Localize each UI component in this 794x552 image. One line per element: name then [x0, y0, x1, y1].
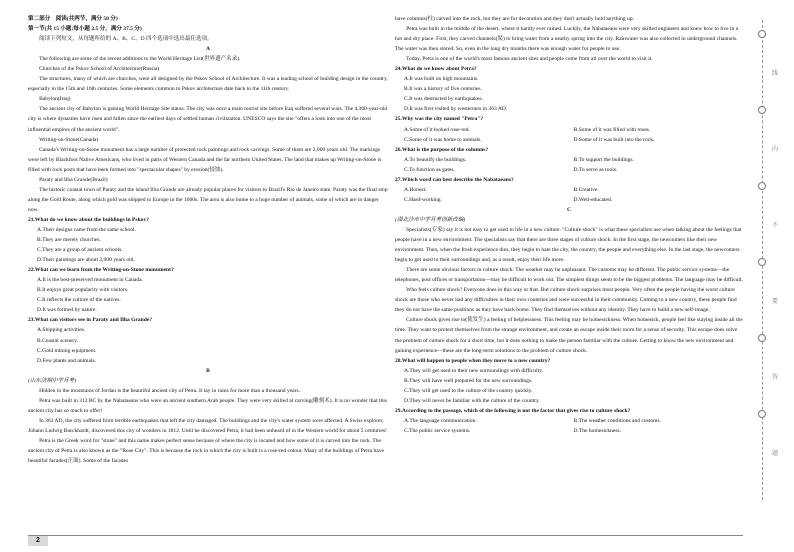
question-stem: 24.What do we know about Petra?: [395, 66, 477, 73]
source-note: (湖北沙市中学月考创新改编): [395, 216, 466, 223]
passage-label: C: [566, 206, 571, 213]
left-column: [28, 14, 388, 466]
paragraph: The ancient city of Babylon is gaining World Heritage Site status. The city was once a main tourist site before Iraq suffered several wars. The 4,300-year-old city is where dynasties have risen and fallen since the earliest days of settled human civilization. UNESCO says the site "offers a look into one of the most influential empires of the ancient world".: [28, 106, 388, 133]
option-text: D.They will never be familiar with the culture of the country.: [404, 397, 540, 404]
binding-hole-icon: [758, 410, 766, 418]
binding-char: 不: [772, 223, 779, 229]
option-text: C.They are a group of ancient schools.: [37, 247, 123, 254]
question-stem: 27.Which word can best describe the Nabataeans?: [395, 176, 514, 183]
binding-hole-icon: [758, 258, 766, 266]
question-stem: 23.What can visitors see in Paraty and Ilha Grande?: [28, 317, 153, 324]
option-row: [395, 125, 743, 135]
option-text: C.They will get used to the culture of the country quickly.: [404, 387, 533, 394]
paragraph: Babylon(Iraq): [39, 96, 71, 103]
option-text: A.Honest.: [404, 186, 427, 193]
option-text: B.It enjoys great popularity with visitors.: [37, 287, 129, 294]
option-text: C.To function as gates.: [404, 166, 455, 173]
option-row: [395, 416, 743, 426]
passage-label: B: [206, 367, 210, 374]
question-stem: 25.Why was the city named "Petra"?: [395, 116, 484, 123]
paragraph: Canada's Writing-on-Stone monument has a large number of protected rock paintings and rock carvings. Some of them are 2,000 years old. The markings were left by Blackfoot Native Americans, who lived in parts of Western Canada and the far northern United States. The land that makes up Writing-on-Stone is filled with rock posts that have been formed into "spectacular shapes" by erosion(侵蚀).: [28, 146, 382, 173]
paragraph: Specialists(专家) say it is not easy to get used to life in a new culture. "Culture shock" is what these specialists use when talking about the feelings that people have in a new environment. The specialists say that there are three stages of culture shock. In the first stage, the newcomers like their new environment. Then, when the fresh experience dies, they begin to hate the city, the country, the people and everything else. In the last stage, the newcomers begin to get used to their surroundings and, as a result, enjoy their life more.: [395, 226, 742, 264]
option-text: A.To beautify the buildings.: [404, 156, 467, 163]
binding-char: 题: [772, 451, 779, 457]
paragraph: Today, Petra is one of the world's most famous ancient sites and people come from all over the world to visit it.: [406, 56, 653, 63]
section-heading: 第二部分 阅读(共两节，满分 50 分): [28, 16, 118, 22]
option-text: A.Shipping activities.: [37, 327, 86, 334]
option-text: D.Some of it was built into the rock.: [573, 136, 655, 143]
option-row: [395, 135, 743, 145]
source-note: (山东济钢中学月考): [28, 377, 77, 384]
option-text: D.Their paintings are about 2,000 years old.: [37, 257, 135, 264]
option-text: B.The weather conditions and customs.: [573, 417, 661, 424]
paragraph: The structures, many of which are churches, were all designed by the Pskov School of Architecture. It was a leading school of building design in the country, especially in the 15th and 16th centuries. Some elements common to Pskov architecture date back to the 11th century.: [28, 76, 388, 93]
binding-hole-icon: [758, 106, 766, 114]
passage-label: A: [205, 46, 210, 53]
option-text: C.Hard-working.: [404, 196, 442, 203]
paragraph: 阅读下列短文，从每题所给的 A、B、C、D 四个选项中选出最佳选项。: [39, 36, 213, 43]
question-stem: 22.What can we learn from the Writing-on-Stone monument?: [28, 267, 174, 274]
option-text: B.They will have well prepared for the new surroundings.: [404, 377, 533, 384]
paragraph: The following are some of the recent additions to the World Heritage List(世界遗产名录).: [39, 56, 241, 63]
option-text: D.To serve as tools.: [573, 166, 618, 173]
paragraph: Petra was built in 312 BC by the Nabataeans who were an ancient southern Arab people. They were very skilled at carving(雕刻术). It is no wonder that this ancient city has so much to offer!: [28, 397, 387, 414]
option-text: A.They will get used to their new surroundings with difficulty.: [404, 367, 543, 374]
option-row: [395, 195, 743, 205]
binding-hole-icon: [758, 30, 766, 38]
binding-char: 答: [772, 375, 779, 381]
option-text: A.The language communication.: [404, 417, 477, 424]
option-text: A.It was built on high mountains.: [404, 76, 479, 83]
section-heading: 第一节(共 15 小题;每小题 2.5 分，满分 37.5 分): [28, 26, 142, 33]
binding-char: 内: [772, 147, 779, 153]
paragraph: The historic coastal town of Paraty and the island Ilha Grande are already popular places for visitors to Brazil's Rio de Janeiro state. Paraty was the final stop along the Gold Route, along which gold was shipped to Europe in the 1600s. The area is also home to a huge number of animals, some of which are in danger now.: [28, 186, 388, 213]
option-text: A.It is the best-preserved monument in Canada.: [37, 277, 143, 284]
option-text: D.It was formed by nature.: [37, 307, 97, 314]
paragraph: Who feels culture shock? Everyone does in this way or that. But culture shock surprises most people. Very often the people having the worst culture shock are those who never had any difficulties in their own countries and were successful in their community. Coming to a new country, these people find they do not have the same positions as they have back home. They find themselves without any identity. They have to build a new self-image.: [395, 287, 737, 314]
page-number: 2: [28, 536, 48, 546]
option-text: C.Some of it was home to animals.: [404, 136, 482, 143]
binding-char: 线: [772, 71, 779, 77]
paragraph: There are some obvious factors in culture shock. The weather may be unpleasant. The customs may be different. The public service systems—the telephones, post offices or transportation—may be difficult to work out. The simplest things seem to be the biggest problems. The language may be difficult.: [395, 267, 743, 284]
paragraph: have columns(柱) carved into the rock, but they are for decoration and they don't actually hold anything up.: [395, 16, 634, 22]
option-text: D.It was first visited by westerners in 363 AD.: [404, 106, 508, 113]
paragraph: Petra is the Greek word for "stone" and this name makes perfect sense because of where the city is located and how some of it is carved into the rock. The ancient city of Petra is also known as the "Rose City". This is because the rock in which the city is built is a rose-red colour. Many of the buildings of Petra have beautiful facades(正面). Some of the facades: [28, 437, 384, 465]
paragraph: Writing-on-Stone(Canada): [39, 136, 99, 143]
question-stem: 26.What is the purpose of the columns?: [395, 146, 489, 153]
option-text: C.It was destructed by earthquakes.: [404, 96, 483, 103]
paragraph: Churches of the Pskov School of Architecture(Russia): [39, 66, 160, 73]
option-text: B.Some of it was filled with roses.: [573, 126, 651, 133]
option-text: C.The public service systems.: [404, 427, 471, 434]
binding-hole-icon: [758, 182, 766, 190]
option-text: A.Some of it looked rose-red.: [404, 126, 470, 133]
option-row: [395, 185, 743, 195]
option-text: D.Well-educated.: [573, 196, 613, 203]
paragraph: Petra was built in the middle of the desert, where it hardly ever rained. Luckily, the Nabataeans were very skilled engineers and knew how to live in a hot and dry place. First, they carved channels(渠) to bring water from a nearby spring into the city. Rainwater was also collected in underground channels. The water was then stored. So, even in the long dry months there was enough water for people to use.: [395, 26, 739, 53]
question-stem: 21.What do we know about the buildings in Pskov?: [28, 216, 149, 223]
option-text: C.Gold mining equipment.: [37, 347, 97, 354]
option-row: [395, 165, 743, 175]
paragraph: Culture shock gives rise to(使发生) a feeling of helplessness. This feeling may be homesickness. When homesick, people feel like staying inside all the time. They want to protect themselves from the strange environment, and create an escape inside their room for a sense of security. This escape does solve the problem of culture shock for a short time, but it does nothing to make the person familiar with the culture. Getting to know the new environment and gaining experience—these are the long-term solutions to the problem of culture shock.: [395, 317, 743, 354]
option-row: [395, 426, 743, 436]
paragraph: Paraty and Ilha Grande(Brazil): [39, 176, 108, 183]
option-text: B.Creative.: [573, 186, 599, 193]
option-row: [395, 155, 743, 165]
option-text: D.Few plants and animals.: [37, 357, 97, 364]
question-stem: 29.According to the passage, which of the following is not the factor that gives rise to culture shock?: [395, 407, 631, 414]
right-column: [395, 14, 743, 436]
option-text: B.To support the buildings.: [573, 156, 634, 163]
paragraph: Hidden in the mountains of Jordan is the beautiful ancient city of Petra. It lay in ruins for more than a thousand years.: [39, 387, 301, 394]
option-text: C.It reflects the culture of the natives.: [37, 297, 121, 304]
option-text: B.They are merely churches.: [37, 237, 101, 244]
binding-hole-icon: [758, 334, 766, 342]
option-text: B.Coastal scenery.: [37, 337, 79, 344]
option-text: A.Their designs came from the same school.: [37, 226, 136, 233]
option-text: D.The homesickness.: [573, 427, 622, 434]
paragraph: In 363 AD, the city suffered from terrible earthquakes that left the city damaged. The buildings and the city's water system were affected. A Swiss explorer, Johann Ludwig Burckhardt, discovered this city of wonders in 1812. Until he discovered Petra, it had been unheard of in the Western world for about 5 centuries!: [28, 417, 387, 434]
page-footer-rule: [28, 535, 743, 536]
question-stem: 28.What will happen to people when they move to a new country?: [395, 357, 551, 364]
option-text: B.It was a history of five centuries.: [404, 86, 482, 93]
binding-char: 要: [772, 299, 779, 305]
